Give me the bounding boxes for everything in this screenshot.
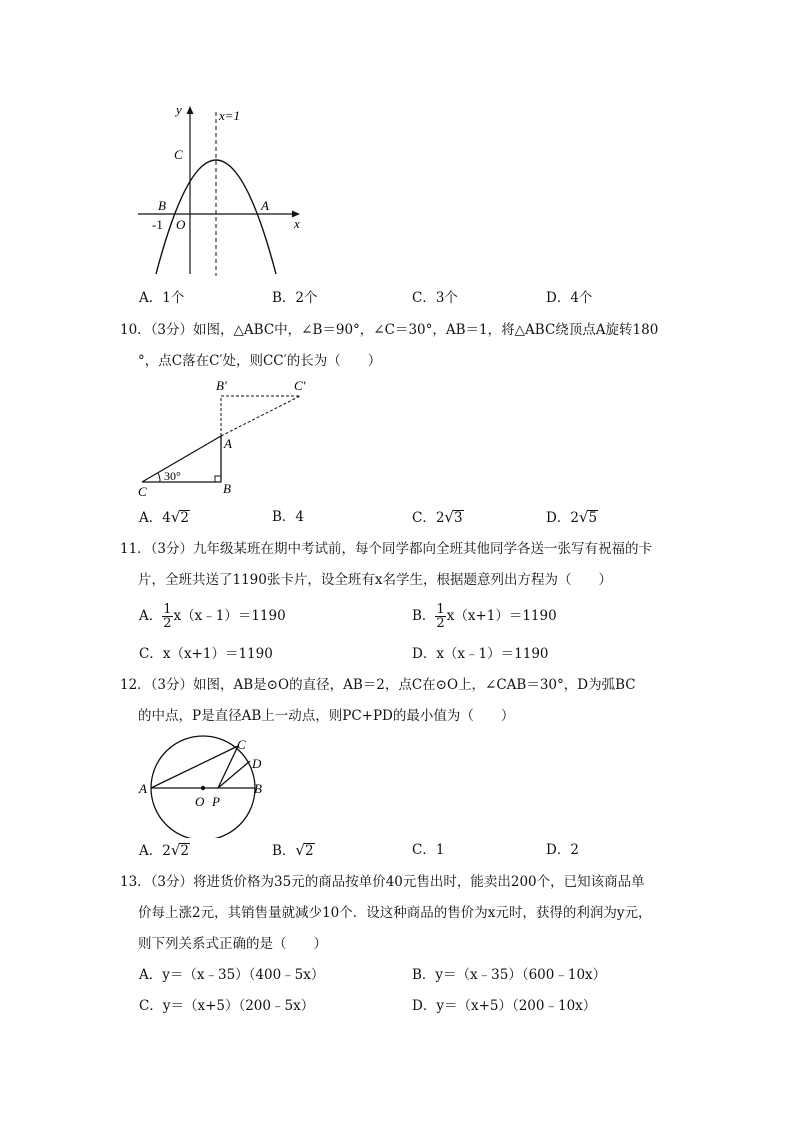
graph-label-c: C xyxy=(174,147,183,162)
q10-option-c-radicand: 3 xyxy=(453,510,463,526)
graph-label-y: y xyxy=(176,102,182,117)
fraction-denominator: 2 xyxy=(436,616,445,631)
label-a: A xyxy=(224,436,232,451)
q10-option-a-prefix: A．4 xyxy=(139,510,171,526)
q10-option-a-radicand: 2 xyxy=(180,510,189,526)
q12-option-b-radicand: 2 xyxy=(304,843,314,859)
q11-option-a[interactable] xyxy=(139,603,286,630)
right-angle-mark xyxy=(215,476,221,482)
q11-option-b-prefix: B． xyxy=(412,608,436,624)
q13-stem-line1: 13．（3分）将进货价格为35元的商品按单价40元售出时，能卖出200个，已知该商品单 xyxy=(120,874,645,890)
graph-label-b: B xyxy=(158,198,166,213)
q11-stem-line1: 11．（3分）九年级某班在期中考试前，每个同学都向全班其他同学各送一张写有祝福的卡 xyxy=(120,541,653,557)
q9-option-a[interactable]: A．1个 xyxy=(139,290,185,306)
label-b: B xyxy=(254,781,262,796)
q12-option-b[interactable] xyxy=(272,841,315,860)
label-d: D xyxy=(252,756,262,771)
radical-sign-icon: √ xyxy=(578,508,589,526)
label-o: O xyxy=(195,794,205,809)
q11-option-b[interactable] xyxy=(412,603,557,630)
q13-stem-line3: 则下列关系式正确的是（ ） xyxy=(138,936,327,952)
label-c: C xyxy=(237,737,246,752)
q10-stem-line2: °，点C落在C′处，则CC′的长为（ ） xyxy=(138,353,382,369)
q12-option-a-radicand: 2 xyxy=(180,843,189,859)
q10-option-c-prefix: C．2 xyxy=(412,510,445,526)
q10-triangle-figure xyxy=(132,376,322,500)
y-axis-arrow xyxy=(187,106,194,114)
q12-option-d[interactable]: D．2 xyxy=(546,842,579,858)
q12-option-b-prefix: B． xyxy=(272,843,296,859)
fraction-denominator: 2 xyxy=(163,616,172,631)
radical-sign-icon: √ xyxy=(170,508,181,526)
q9-option-c[interactable]: C．3个 xyxy=(412,290,458,306)
q9-parabola-graph xyxy=(128,98,308,280)
q12-circle-figure xyxy=(134,730,274,838)
label-b: B xyxy=(223,481,231,496)
q13-option-b[interactable]: B．y＝（x﹣35）（600﹣10x） xyxy=(412,967,607,983)
label-c: C xyxy=(138,484,147,499)
graph-label-x: x xyxy=(294,216,300,231)
q11-option-a-rest: x（x﹣1）＝1190 xyxy=(173,608,286,624)
q12-stem-line1: 12．（3分）如图，AB是⊙O的直径，AB＝2，点C在⊙O上，∠CAB＝30°，D为弧BC xyxy=(120,677,636,693)
label-c-prime: C′ xyxy=(294,378,306,393)
label-a: A xyxy=(139,781,147,796)
q12-option-a[interactable] xyxy=(139,841,190,860)
fraction-one-half xyxy=(435,603,445,630)
q10-option-b[interactable]: B．4 xyxy=(272,509,305,525)
q11-option-b-rest: x（x+1）＝1190 xyxy=(446,608,557,624)
fraction-numerator: 1 xyxy=(436,602,445,617)
q13-option-d[interactable]: D．y＝（x+5）（200﹣10x） xyxy=(412,998,597,1014)
label-b-prime: B′ xyxy=(216,378,227,393)
q10-option-d[interactable] xyxy=(546,508,598,527)
q11-stem-line2: 片，全班共送了1190张卡片，设全班有x名学生，根据题意列出方程为（ ） xyxy=(138,572,612,588)
q10-option-d-prefix: D．2 xyxy=(546,510,579,526)
q12-option-c[interactable]: C．1 xyxy=(412,842,445,858)
q9-option-b[interactable]: B．2个 xyxy=(272,290,318,306)
segment-pd xyxy=(218,761,250,788)
graph-label-a: A xyxy=(261,198,269,213)
center-point xyxy=(201,786,205,790)
graph-label-o: O xyxy=(176,217,186,232)
radical-sign-icon: √ xyxy=(295,841,305,859)
q11-option-c[interactable]: C．x（x+1）＝1190 xyxy=(139,646,273,662)
q9-option-d[interactable]: D．4个 xyxy=(546,290,593,306)
q13-option-c[interactable]: C．y＝（x+5）（200﹣5x） xyxy=(139,998,315,1014)
q10-option-a[interactable] xyxy=(139,508,190,527)
radical-sign-icon: √ xyxy=(170,841,181,859)
q12-option-a-prefix: A．2 xyxy=(139,843,171,859)
q13-stem-line2: 价每上涨2元，其销售量就减少10个．设这种商品的售价为x元时，获得的利润为y元， xyxy=(138,905,652,921)
q11-option-a-prefix: A． xyxy=(139,608,163,624)
graph-label-axis: x=1 xyxy=(219,108,241,123)
q10-option-d-radicand: 5 xyxy=(588,510,598,526)
fraction-numerator: 1 xyxy=(163,602,172,617)
label-angle: 30° xyxy=(164,469,181,483)
segment-cp xyxy=(218,746,238,788)
graph-label-neg1: -1 xyxy=(152,217,163,232)
segment-ca xyxy=(142,436,221,482)
radical-sign-icon: √ xyxy=(444,508,454,526)
q12-stem-line2: 的中点，P是直径AB上一动点，则PC+PD的最小值为（ ） xyxy=(138,708,515,724)
q10-option-c[interactable] xyxy=(412,508,464,527)
segment-ac-prime xyxy=(221,396,300,436)
q13-option-a[interactable]: A．y＝（x﹣35）（400﹣5x） xyxy=(139,967,325,983)
fraction-one-half xyxy=(162,603,172,630)
angle-arc xyxy=(158,473,160,482)
q10-stem-line1: 10．（3分）如图，△ABC中，∠B＝90°，∠C＝30°，AB＝1，将△ABC绕顶点A旋转180 xyxy=(120,322,659,338)
label-p: P xyxy=(212,794,220,809)
q11-option-d[interactable]: D．x（x﹣1）＝1190 xyxy=(412,646,549,662)
